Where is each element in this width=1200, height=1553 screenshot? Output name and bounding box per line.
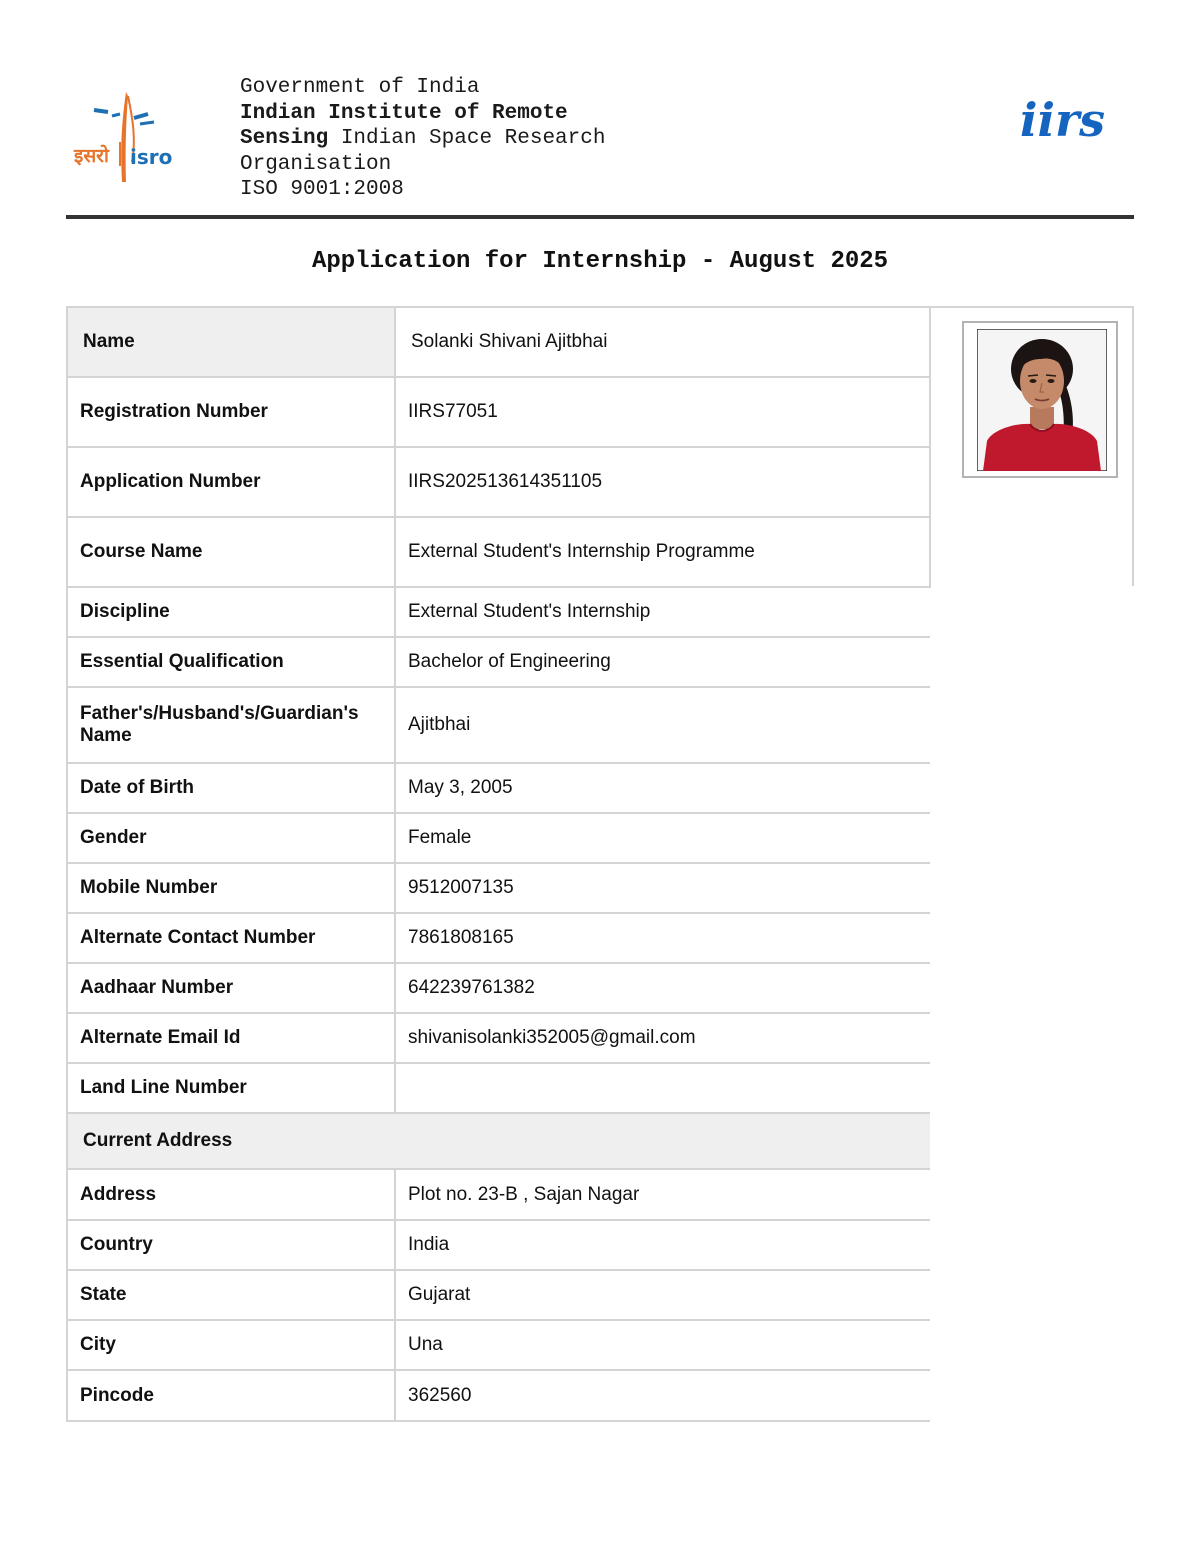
table-row [67, 377, 930, 447]
field-value-mobile-number: 9512007135 [395, 863, 930, 913]
field-value-registration-number: IIRS77051 [395, 377, 930, 447]
table-row [67, 587, 930, 637]
field-value-name: Solanki Shivani Ajitbhai [395, 307, 930, 377]
org-line-iso: ISO 9001:2008 [240, 178, 404, 201]
table-row [67, 913, 930, 963]
org-line-government: Government of India [240, 76, 480, 99]
iirs-logo [1018, 92, 1128, 148]
field-label-gender: Gender [67, 813, 395, 863]
field-value-aadhaar-number: 642239761382 [395, 963, 930, 1013]
field-label-country: Country [67, 1220, 395, 1270]
org-line-organisation: Organisation [240, 152, 392, 176]
field-value-alternate-contact-number: 7861808165 [395, 913, 930, 963]
iirs-logo-text: iirs [1020, 93, 1106, 147]
header-divider [66, 215, 1134, 219]
table-row [67, 517, 930, 587]
field-label-date-of-birth: Date of Birth [67, 763, 395, 813]
field-label-address: Address [67, 1169, 395, 1220]
field-label-alternate-email: Alternate Email Id [67, 1013, 395, 1063]
table-row [67, 1320, 930, 1370]
org-line-sensing-bold: Sensing [240, 127, 329, 150]
field-label-city: City [67, 1320, 395, 1370]
org-line-institute-text: Indian Institute of Remote [240, 101, 568, 125]
field-value-guardian-name: Ajitbhai [395, 687, 930, 763]
table-row [67, 1013, 930, 1063]
field-value-application-number: IIRS202513614351105 [395, 447, 930, 517]
isro-logo [70, 90, 186, 190]
table-row [67, 447, 930, 517]
field-value-gender: Female [395, 813, 930, 863]
field-value-essential-qualification: Bachelor of Engineering [395, 637, 930, 687]
table-row [67, 1169, 930, 1220]
table-row [67, 763, 930, 813]
field-label-state: State [67, 1270, 395, 1320]
field-label-course-name: Course Name [67, 517, 395, 587]
field-label-pincode: Pincode [67, 1370, 395, 1421]
org-line-sensing [240, 126, 605, 152]
field-value-course-name: External Student's Internship Programme [395, 517, 930, 587]
field-label-essential-qualification: Essential Qualification [67, 637, 395, 687]
section-row [67, 1113, 930, 1169]
field-value-country: India [395, 1220, 930, 1270]
field-value-city: Una [395, 1320, 930, 1370]
field-label-discipline: Discipline [67, 587, 395, 637]
field-label-alternate-contact-number: Alternate Contact Number [67, 913, 395, 963]
field-label-land-line-number: Land Line Number [67, 1063, 395, 1113]
application-details-table [66, 306, 931, 1422]
section-heading-current-address: Current Address [67, 1113, 930, 1169]
table-row [67, 637, 930, 687]
table-row [67, 963, 930, 1013]
table-row [67, 1063, 930, 1113]
table-row [67, 863, 930, 913]
org-line-institute [240, 101, 605, 127]
table-row [67, 1270, 930, 1320]
organisation-header [240, 75, 605, 203]
field-label-mobile-number: Mobile Number [67, 863, 395, 913]
field-value-alternate-email: shivanisolanki352005@gmail.com [395, 1013, 930, 1063]
table-row [67, 687, 930, 763]
field-value-land-line-number [395, 1063, 930, 1113]
field-value-pincode: 362560 [395, 1370, 930, 1421]
isro-logo-english-text: isro [130, 145, 173, 169]
field-label-name: Name [67, 307, 395, 377]
field-value-address: Plot no. 23-B , Sajan Nagar [395, 1169, 930, 1220]
field-label-aadhaar-number: Aadhaar Number [67, 963, 395, 1013]
table-row [67, 1220, 930, 1270]
table-row [67, 1370, 930, 1421]
org-line-sensing-rest: Indian Space Research [328, 127, 606, 150]
field-value-state: Gujarat [395, 1270, 930, 1320]
field-value-discipline: External Student's Internship [395, 587, 930, 637]
field-label-registration-number: Registration Number [67, 377, 395, 447]
field-value-date-of-birth: May 3, 2005 [395, 763, 930, 813]
field-label-guardian-name: Father's/Husband's/Guardian's Name [67, 687, 395, 763]
table-row [67, 307, 930, 377]
field-label-application-number: Application Number [67, 447, 395, 517]
applicant-photo [962, 321, 1118, 478]
table-row [67, 813, 930, 863]
isro-logo-hindi-text: इसरो [74, 145, 109, 167]
document-title: Application for Internship - August 2025 [311, 248, 889, 275]
